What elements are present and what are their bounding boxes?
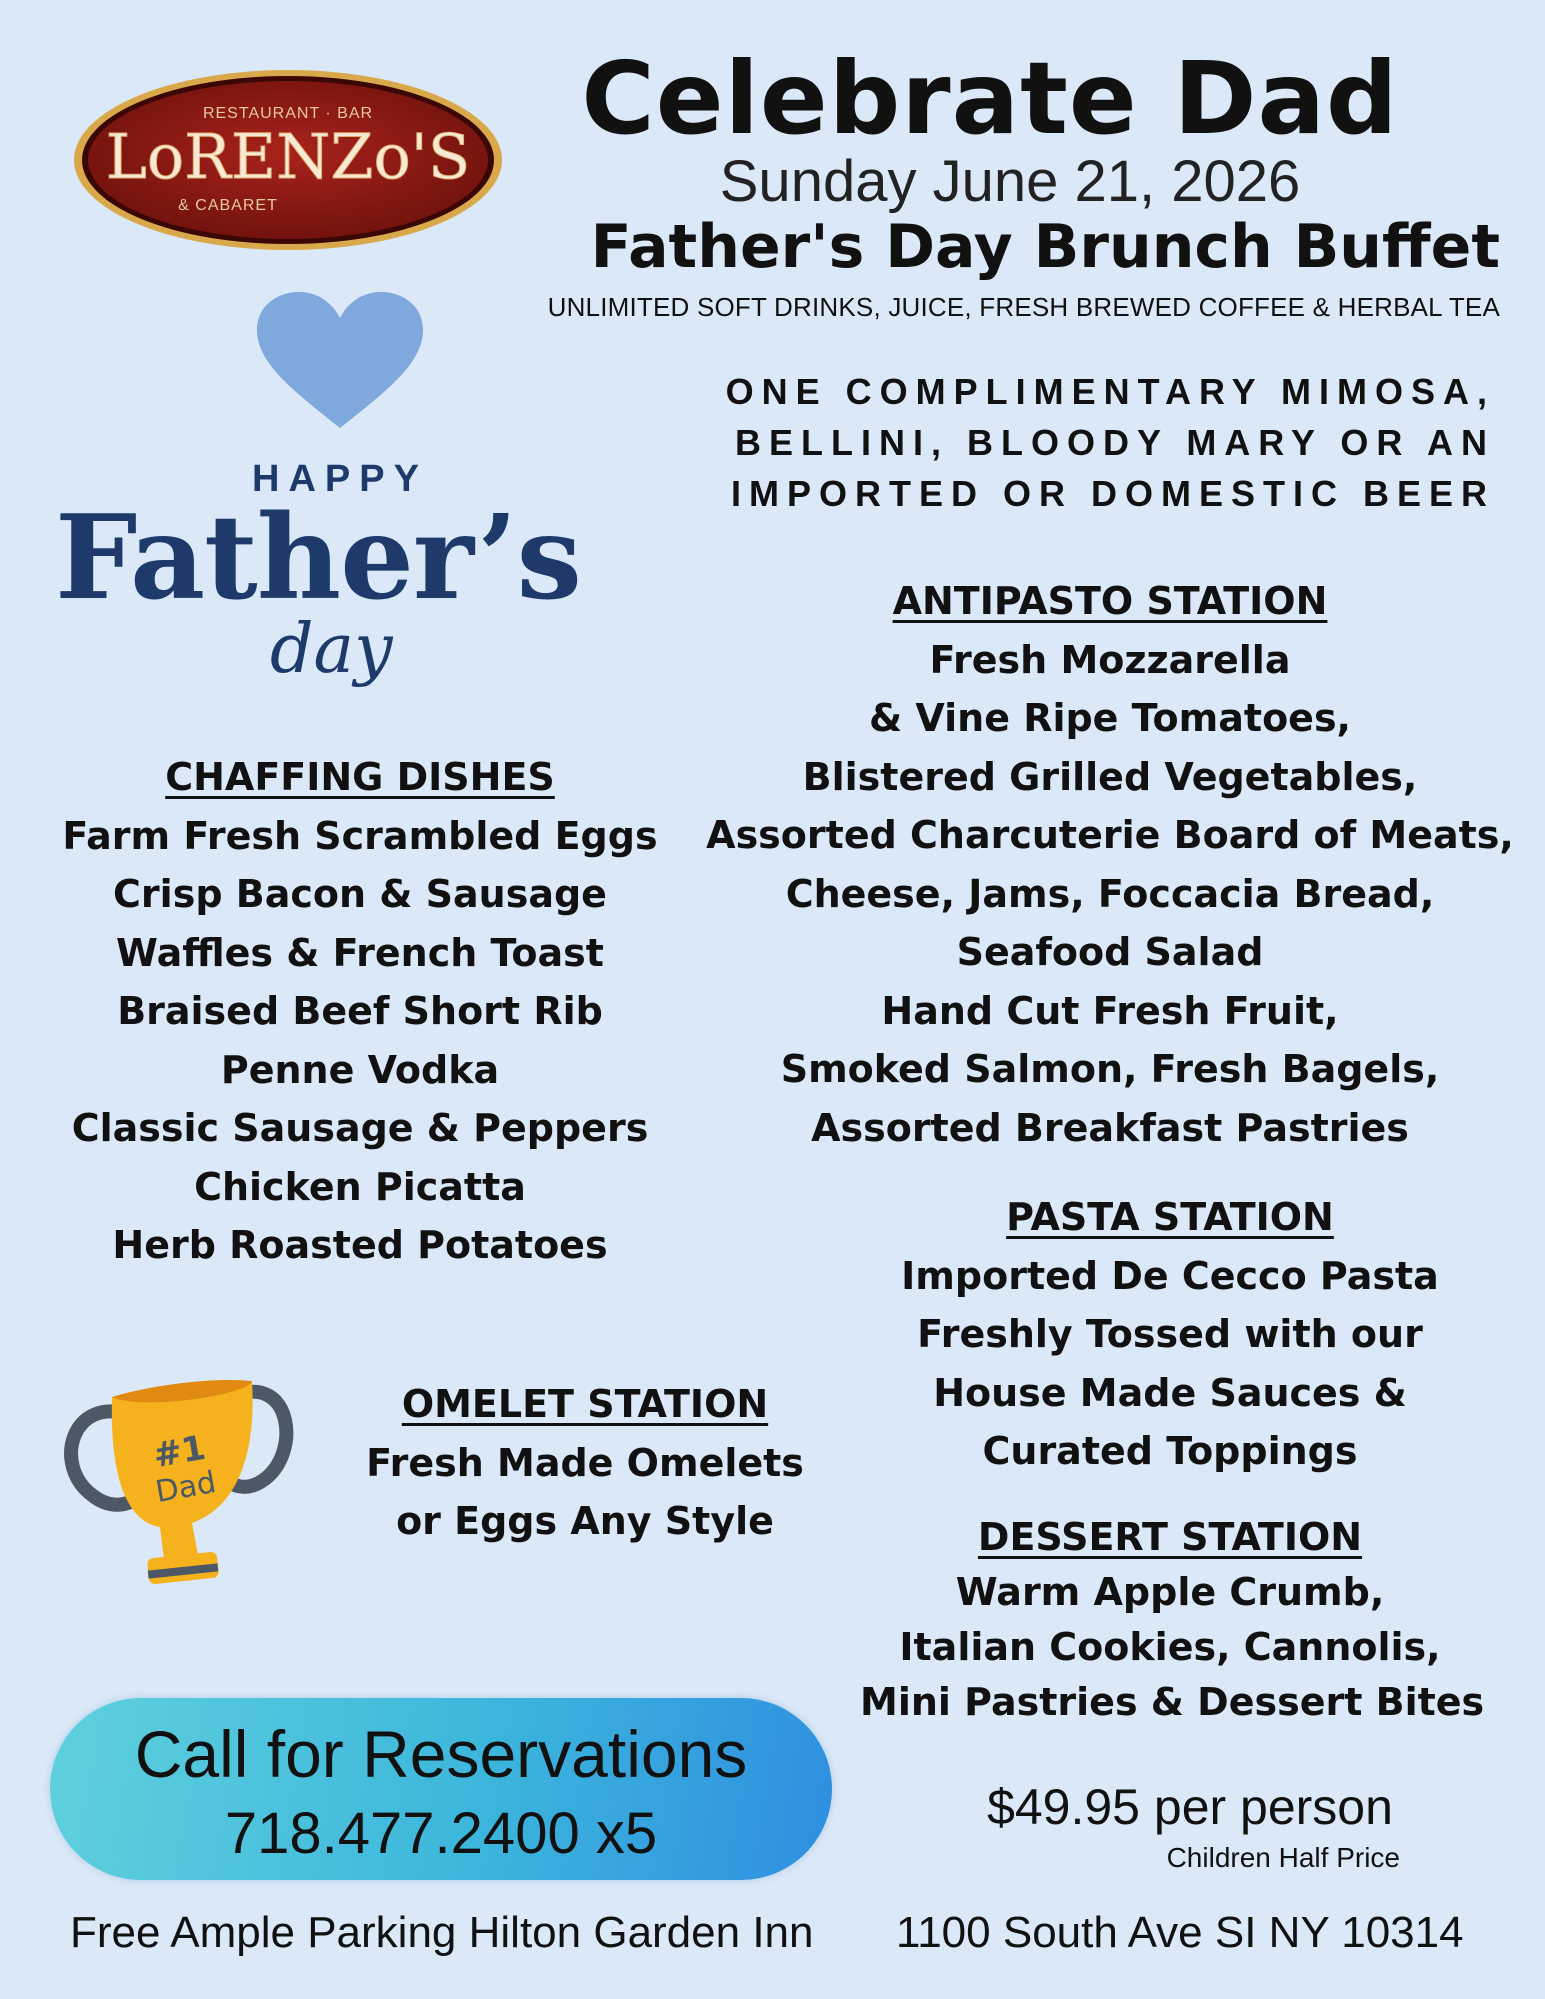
- heart-icon: [255, 292, 425, 432]
- menu-item: Imported De Cecco Pasta: [901, 1253, 1439, 1298]
- pasta-station-section: [860, 1188, 1480, 1481]
- complimentary-drink-offer: [660, 366, 1495, 519]
- antipasto-station-section: [700, 572, 1520, 1157]
- menu-item: Fresh Mozzarella: [929, 637, 1291, 682]
- event-subtitle: Father's Day Brunch Buffet: [590, 212, 1500, 282]
- menu-item: Crisp Bacon & Sausage: [113, 872, 607, 916]
- menu-item: Italian Cookies, Cannolis,: [899, 1625, 1441, 1669]
- offer-line: BELLINI, BLOODY MARY OR AN: [734, 422, 1495, 463]
- drinks-line: UNLIMITED SOFT DRINKS, JUICE, FRESH BREWED COFFEE & HERBAL TEA: [547, 292, 1500, 322]
- lorenzos-logo: [68, 66, 508, 254]
- fathers-text: Father’s: [55, 490, 581, 626]
- menu-item: or Eggs Any Style: [396, 1499, 774, 1543]
- chaffing-dishes-section: [30, 748, 690, 1275]
- section-heading: OMELET STATION: [401, 1382, 769, 1426]
- menu-item: Penne Vodka: [220, 1047, 500, 1092]
- day-script-text: day: [270, 610, 393, 689]
- happy-text: HAPPY: [252, 458, 428, 500]
- menu-item: Farm Fresh Scrambled Eggs: [62, 813, 658, 858]
- menu-item: Curated Toppings: [982, 1429, 1358, 1473]
- menu-item: Assorted Charcuterie Board of Meats,: [706, 813, 1514, 857]
- menu-item: House Made Sauces &: [933, 1370, 1407, 1415]
- parking-info: Free Ample Parking Hilton Garden Inn: [70, 1908, 814, 1957]
- menu-item: Freshly Tossed with our: [917, 1312, 1423, 1356]
- price: $49.95 per person: [987, 1779, 1393, 1835]
- offer-line: IMPORTED OR DOMESTIC BEER: [730, 473, 1495, 514]
- logo-name: LoRENZo'S: [105, 120, 471, 193]
- menu-item: Cheese, Jams, Foccacia Bread,: [785, 871, 1435, 916]
- section-heading: PASTA STATION: [1006, 1195, 1334, 1239]
- trophy-icon: [52, 1355, 302, 1595]
- trophy-number: #1: [150, 1427, 209, 1477]
- logo-bottom-text: & CABARET: [178, 197, 278, 214]
- menu-item: & Vine Ripe Tomatoes,: [869, 696, 1351, 740]
- menu-item: Seafood Salad: [956, 930, 1264, 974]
- menu-item: Mini Pastries & Dessert Bites: [860, 1680, 1485, 1724]
- menu-item: Herb Roasted Potatoes: [112, 1223, 608, 1267]
- offer-line: ONE COMPLIMENTARY MIMOSA,: [725, 371, 1495, 412]
- reservation-title: Call for Reservations: [134, 1717, 748, 1791]
- reservation-phone[interactable]: 718.477.2400 x5: [224, 1801, 658, 1866]
- menu-item: Chicken Picatta: [194, 1164, 526, 1209]
- children-price-note: Children Half Price: [1166, 1842, 1400, 1873]
- menu-item: Fresh Made Omelets: [366, 1440, 804, 1485]
- event-date: Sunday June 21, 2026: [719, 149, 1301, 214]
- menu-item: Blistered Grilled Vegetables,: [802, 754, 1418, 799]
- menu-item: Warm Apple Crumb,: [955, 1570, 1385, 1614]
- trophy-word: Dad: [152, 1465, 219, 1511]
- omelet-station-section: [350, 1375, 820, 1551]
- menu-item: Assorted Breakfast Pastries: [811, 1105, 1409, 1150]
- section-heading: DESSERT STATION: [977, 1515, 1363, 1559]
- section-heading: ANTIPASTO STATION: [892, 579, 1328, 623]
- menu-item: Classic Sausage & Peppers: [71, 1106, 649, 1150]
- page-title: Celebrate Dad: [581, 40, 1399, 157]
- dessert-station-section: [860, 1510, 1485, 1730]
- menu-item: Hand Cut Fresh Fruit,: [881, 988, 1339, 1033]
- section-heading: CHAFFING DISHES: [165, 755, 555, 799]
- logo-top-text: RESTAURANT · BAR: [202, 105, 374, 122]
- menu-item: Waffles & French Toast: [116, 930, 604, 975]
- menu-item: Smoked Salmon, Fresh Bagels,: [780, 1047, 1440, 1091]
- menu-item: Braised Beef Short Rib: [117, 989, 603, 1033]
- address: 1100 South Ave SI NY 10314: [896, 1908, 1464, 1957]
